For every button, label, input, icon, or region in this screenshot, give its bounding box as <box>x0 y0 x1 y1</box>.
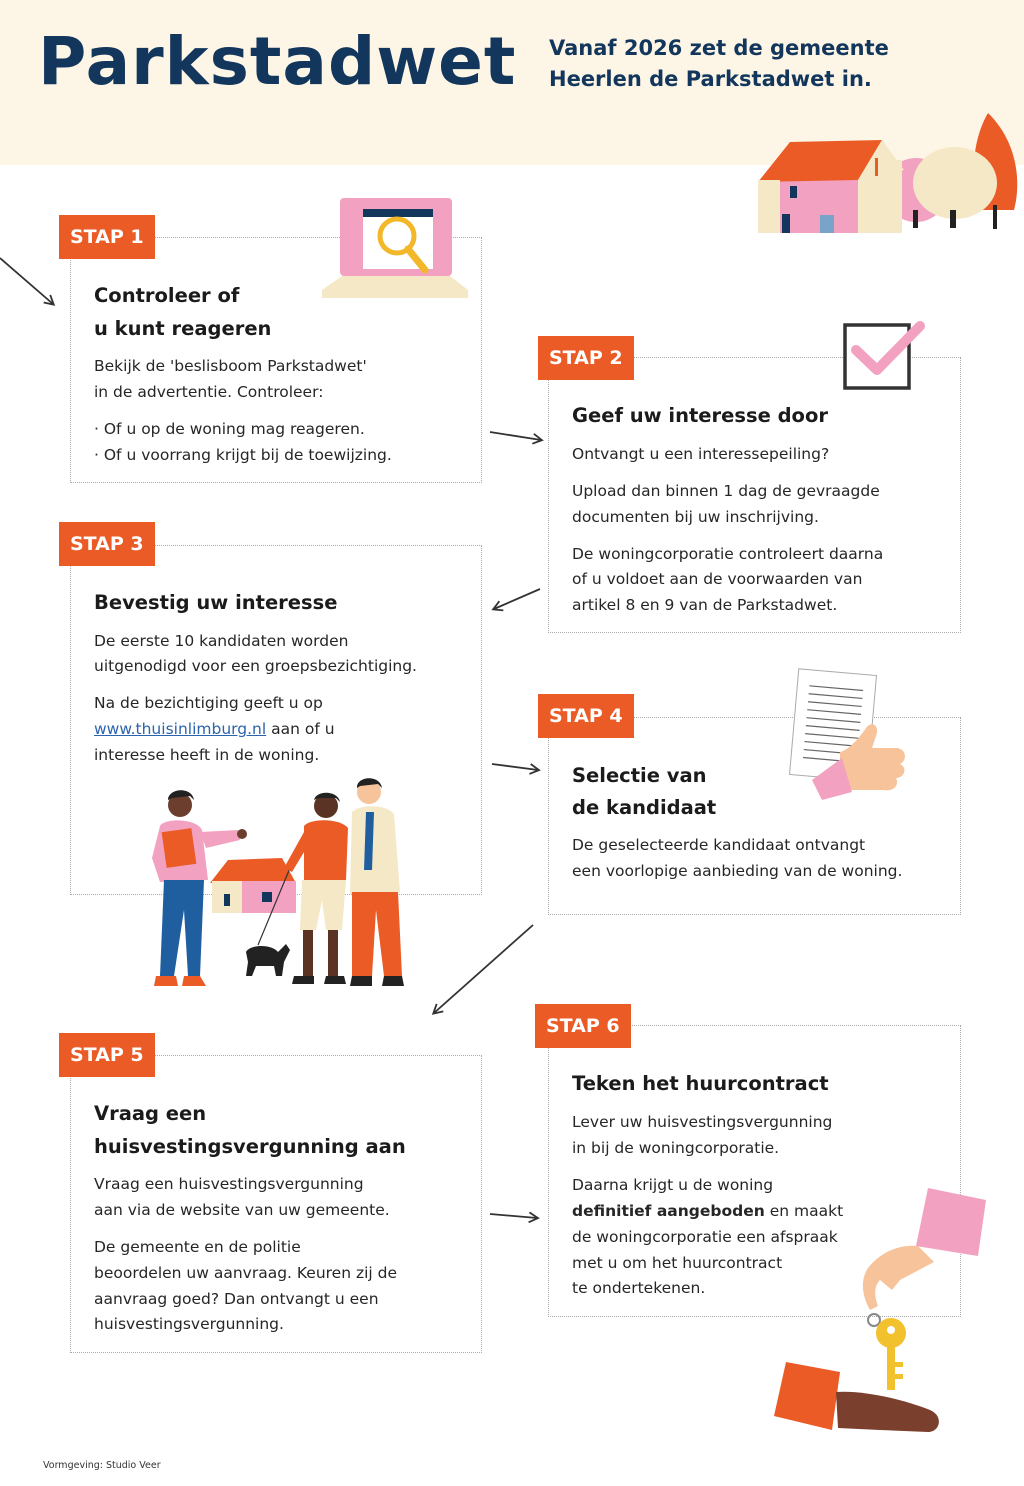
document-thumbs-up-icon <box>790 669 905 800</box>
arrow-step2-step3 <box>494 589 540 609</box>
step-6-badge: STAP 6 <box>535 1004 631 1048</box>
step-6-text-line-5: de woningcorporatie een afspraak <box>572 1228 838 1246</box>
step-2-text-line-6: artikel 8 en 9 van de Parkstadwet. <box>572 596 838 614</box>
step-4-text-line-1: De geselecteerde kandidaat ontvangt <box>572 836 866 854</box>
step-1-text-line-2: in de advertentie. Controleer: <box>94 383 324 401</box>
step-3-text-line-2: uitgenodigd voor een groepsbezichtiging. <box>94 657 417 675</box>
step-2-text-line-5: of u voldoet aan de voorwaarden van <box>572 570 863 588</box>
step-2-title: Geef uw interesse door <box>572 404 828 427</box>
step-5-text-line-4: beoordelen uw aanvraag. Keuren zij de <box>94 1264 398 1282</box>
step-5-text-line-2: aan via de website van uw gemeente. <box>94 1201 390 1219</box>
house-trees-illustration <box>758 113 1017 233</box>
step-4-badge: STAP 4 <box>538 694 634 738</box>
step-4-text-line-2: een voorlopige aanbieding van de woning. <box>572 862 903 880</box>
page-title: Parkstadwet <box>38 23 517 100</box>
step-3-text-line-5: interesse heeft in de woning. <box>94 746 320 764</box>
step-2-text-line-1: Ontvangt u een interessepeiling? <box>572 445 830 463</box>
step-6-text-line-3: Daarna krijgt u de woning <box>572 1176 774 1194</box>
arrow-step1-step2 <box>490 432 541 440</box>
step-6-text-line-4-rest: en maakt <box>764 1202 844 1220</box>
step-3-text-line-4-rest: aan of u <box>266 720 335 738</box>
step-2-text-line-2: Upload dan binnen 1 dag de gevraagde <box>572 482 880 500</box>
step-5-text-line-1: Vraag een huisvestingsvergunning <box>94 1175 364 1193</box>
step-1-title-line-1: Controleer of <box>94 284 240 307</box>
arrow-step4-step5 <box>434 925 533 1013</box>
step-3-text-line-1: De eerste 10 kandidaten worden <box>94 632 349 650</box>
arrow-step3-step4 <box>492 764 538 770</box>
footer-credit: Vormgeving: Studio Veer <box>43 1460 161 1471</box>
step-6-text-line-4 <box>572 1198 843 1224</box>
step-6-bold-text: definitief aangeboden <box>572 1202 765 1220</box>
laptop-magnifier-icon <box>322 198 468 298</box>
subtitle-line-2: Heerlen de Parkstadwet in. <box>549 67 872 91</box>
step-1-badge: STAP 1 <box>59 215 155 259</box>
step-2-text-line-3: documenten bij uw inschrijving. <box>572 508 819 526</box>
step-5-title-line-1: Vraag een <box>94 1102 207 1125</box>
checkbox-check-icon <box>845 325 920 388</box>
step-5-badge: STAP 5 <box>59 1033 155 1077</box>
step-4-title-line-1: Selectie van <box>572 764 707 787</box>
subtitle-line-1: Vanaf 2026 zet de gemeente <box>549 36 889 60</box>
step-4-title-line-2: de kandidaat <box>572 796 717 819</box>
step-6-text-line-1: Lever uw huisvestingsvergunning <box>572 1113 833 1131</box>
step-3-badge: STAP 3 <box>59 522 155 566</box>
arrow-step5-step6 <box>490 1214 537 1218</box>
step-6-title: Teken het huurcontract <box>572 1072 829 1095</box>
step-5-title-line-2: huisvestingsvergunning aan <box>94 1135 406 1158</box>
step-1-bullet-1: · Of u op de woning mag reageren. <box>94 420 365 438</box>
step-2-badge: STAP 2 <box>538 336 634 380</box>
step-1-bullet-2: · Of u voorrang krijgt bij de toewijzing. <box>94 446 392 464</box>
step-6-text-line-6: met u om het huurcontract <box>572 1254 783 1272</box>
step-3-title: Bevestig uw interesse <box>94 591 338 614</box>
thuisinlimburg-link[interactable]: www.thuisinlimburg.nl <box>94 720 267 738</box>
step-5-text-line-6: huisvestingsvergunning. <box>94 1315 284 1333</box>
step-3-text-line-4 <box>94 716 335 742</box>
step-1-title-line-2: u kunt reageren <box>94 317 272 340</box>
step-5-text-line-3: De gemeente en de politie <box>94 1238 301 1256</box>
step-6-text-line-7: te ondertekenen. <box>572 1279 706 1297</box>
arrow-intro <box>0 258 53 304</box>
step-3-text-line-3: Na de bezichtiging geeft u op <box>94 694 323 712</box>
people-viewing-house-illustration <box>152 778 404 986</box>
step-2-text-line-4: De woningcorporatie controleert daarna <box>572 545 884 563</box>
step-1-text-line-1: Bekijk de 'beslisboom Parkstadwet' <box>94 357 367 375</box>
step-6-text-line-2: in bij de woningcorporatie. <box>572 1139 780 1157</box>
step-5-text-line-5: aanvraag goed? Dan ontvangt u een <box>94 1290 379 1308</box>
